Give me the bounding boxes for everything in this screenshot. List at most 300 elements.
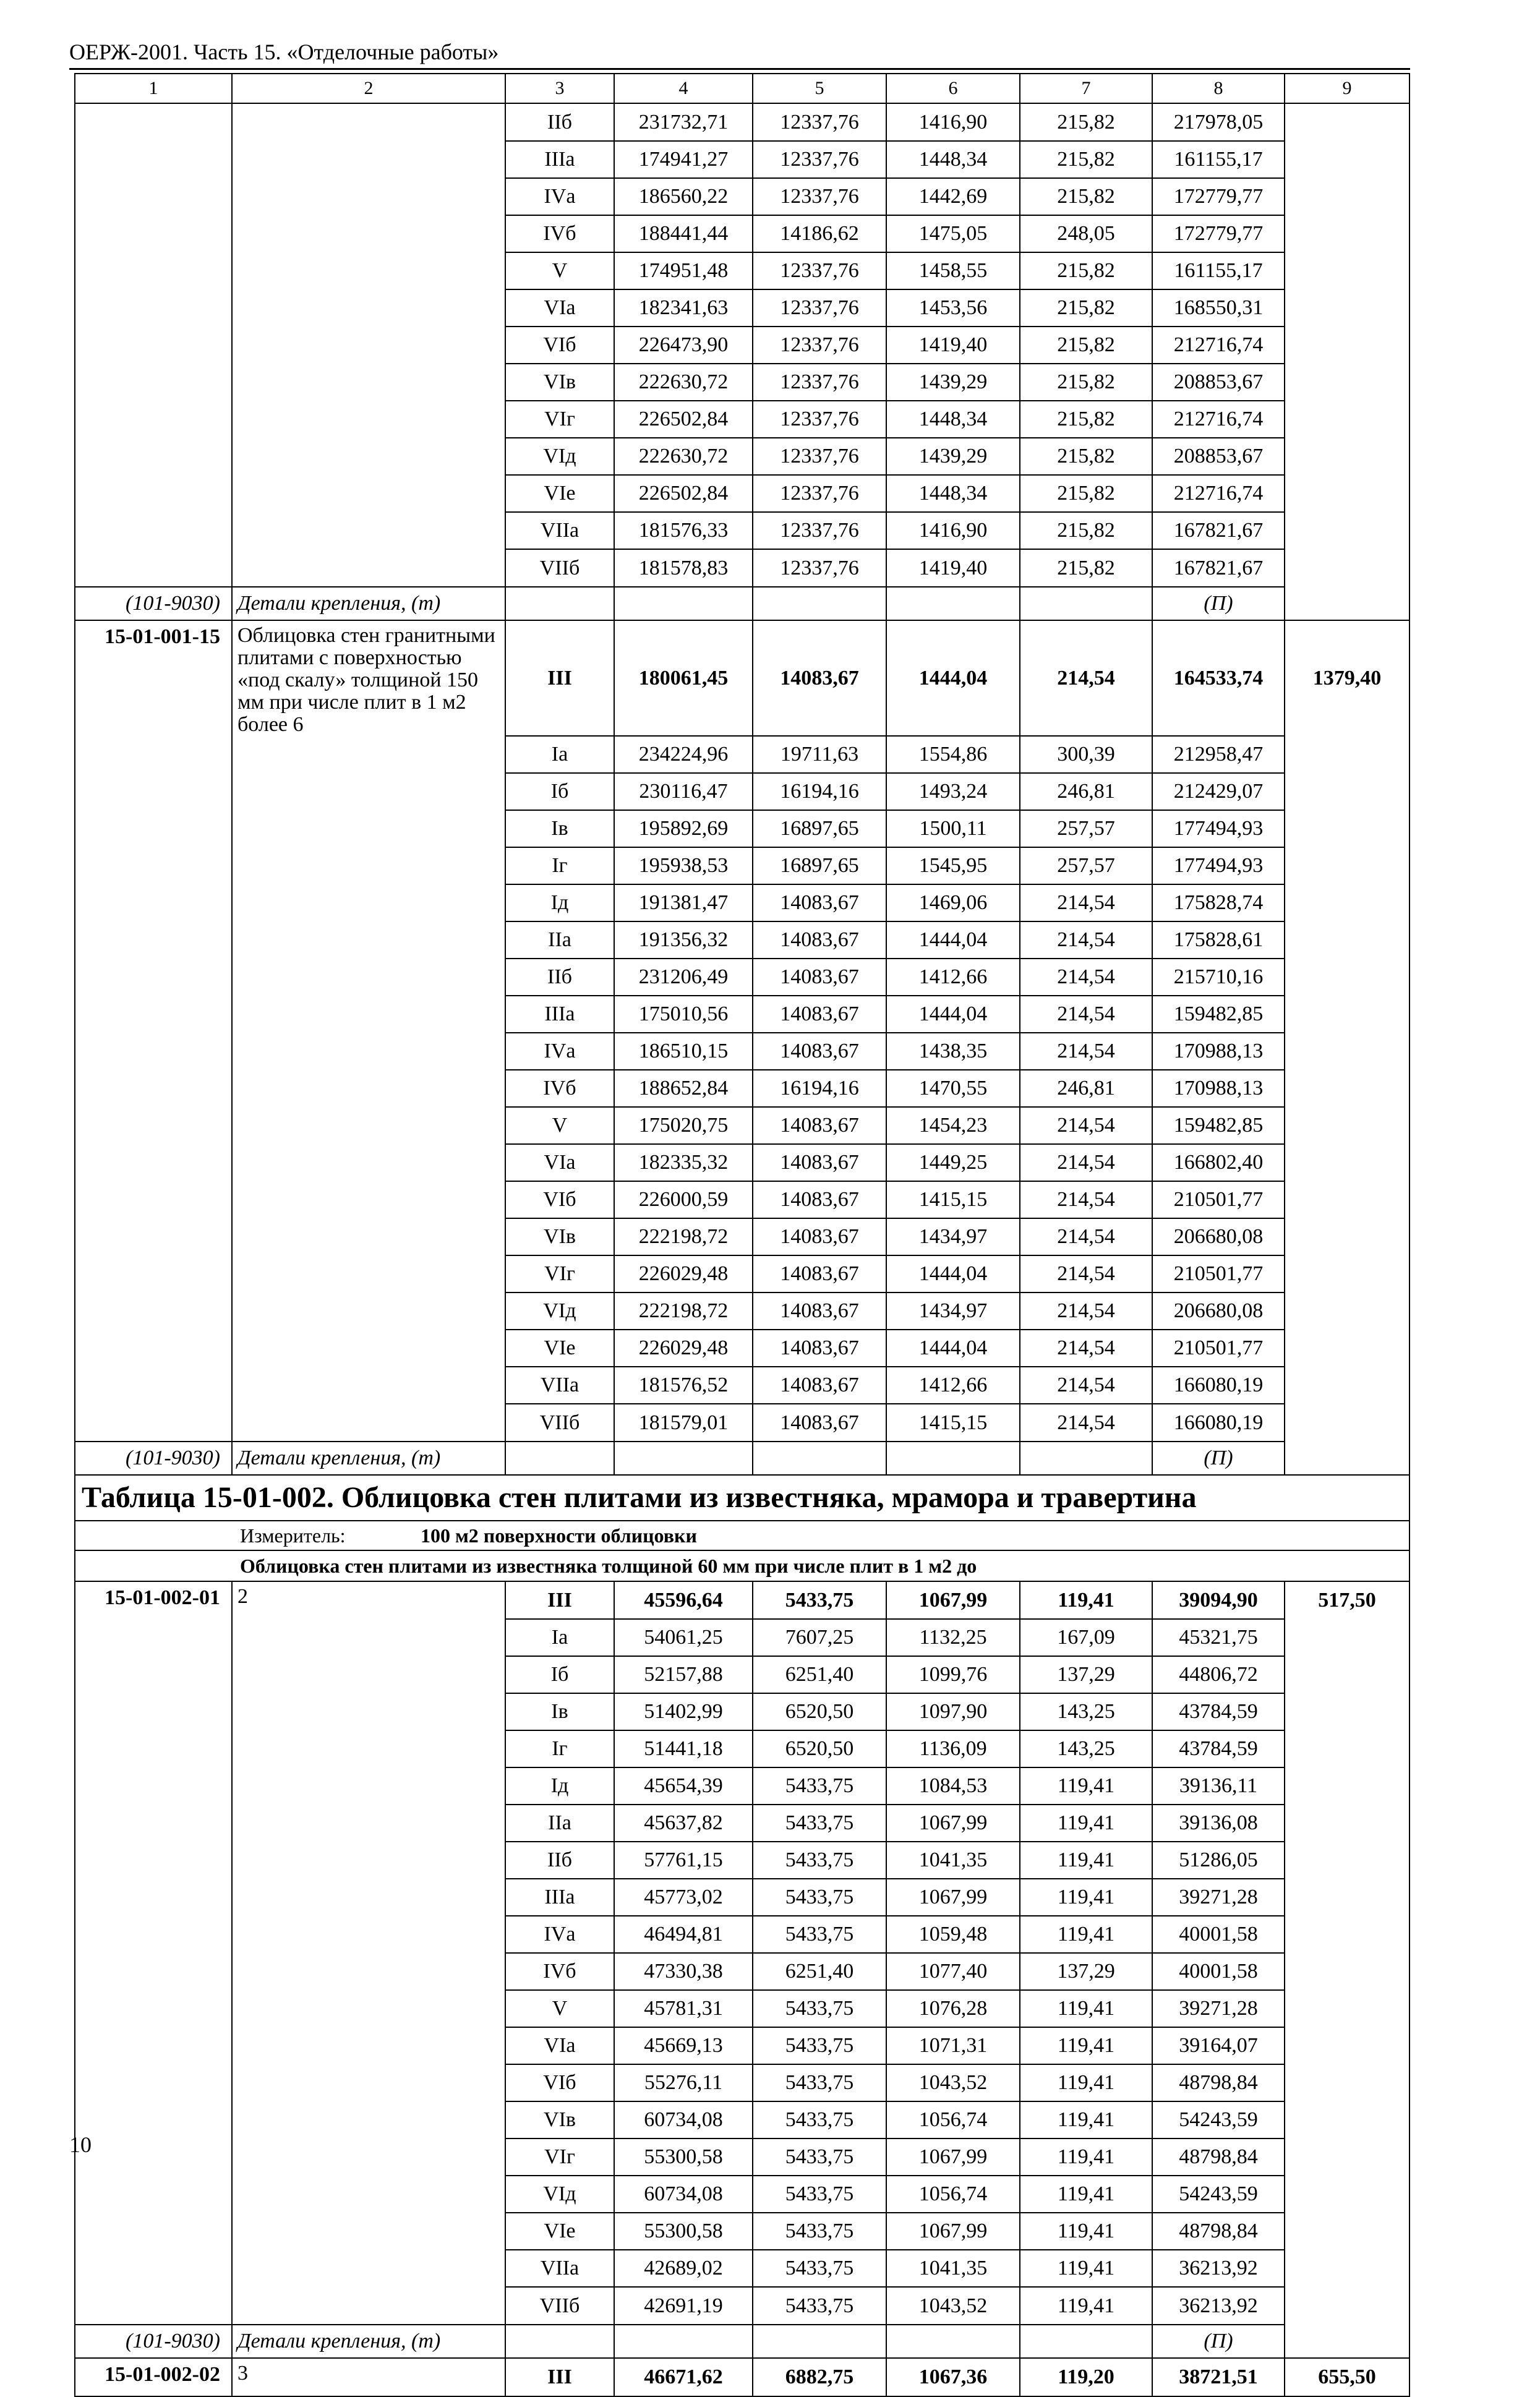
value-cell: 182335,32 (614, 1144, 753, 1181)
value-cell: 159482,85 (1152, 996, 1285, 1033)
value-cell: 119,41 (1020, 2027, 1152, 2064)
table-row (75, 549, 1410, 587)
value-cell: 12337,76 (753, 364, 886, 401)
empty-cell (753, 2325, 886, 2358)
zone-cell: IVа (505, 178, 614, 215)
value-cell: 226029,48 (614, 1330, 753, 1367)
value-cell: 1076,28 (886, 1990, 1020, 2027)
value-cell: 6520,50 (753, 1730, 886, 1767)
col9-empty (1285, 1107, 1410, 1144)
value-cell: 214,54 (1020, 1404, 1152, 1442)
value-cell: 215,82 (1020, 364, 1152, 401)
value-cell: 143,25 (1020, 1730, 1152, 1767)
value-cell: 1077,40 (886, 1953, 1020, 1990)
col9-empty (1285, 884, 1410, 921)
rate-name-empty (232, 2213, 505, 2250)
value-cell: 5433,75 (753, 1990, 886, 2027)
value-cell: 43784,59 (1152, 1693, 1285, 1730)
measure-row (75, 1521, 1410, 1550)
zone-cell: IVб (505, 215, 614, 252)
zone-cell: Iд (505, 884, 614, 921)
rate-code-empty (75, 773, 232, 810)
col9-empty (1285, 141, 1410, 178)
value-cell: 60734,08 (614, 2101, 753, 2138)
value-cell: 1041,35 (886, 1842, 1020, 1879)
rate-name (232, 103, 505, 141)
running-header: ОЕРЖ-2001. Часть 15. «Отделочные работы» (69, 40, 499, 64)
value-cell: 16897,65 (753, 847, 886, 884)
value-cell: 214,54 (1020, 921, 1152, 959)
section-subtitle: Облицовка стен плитами из известняка толщиной 60 мм при числе плит в 1 м2 до (75, 1550, 1410, 1581)
value-cell: 12337,76 (753, 289, 886, 327)
rate-name-empty (232, 401, 505, 438)
table-row (75, 1656, 1410, 1693)
zone-cell: III (505, 2358, 614, 2396)
value-cell: 119,41 (1020, 2213, 1152, 2250)
zone-cell: Iг (505, 847, 614, 884)
value-cell: 226502,84 (614, 475, 753, 512)
col9-empty (1285, 1442, 1410, 1475)
value-cell: 177494,93 (1152, 847, 1285, 884)
value-cell: 181579,01 (614, 1404, 753, 1442)
value-cell: 12337,76 (753, 178, 886, 215)
table-row (75, 1767, 1410, 1805)
value-cell: 191356,32 (614, 921, 753, 959)
rate-code-empty (75, 1144, 232, 1181)
value-cell: 246,81 (1020, 773, 1152, 810)
value-cell: 119,41 (1020, 1916, 1152, 1953)
value-cell: 214,54 (1020, 1144, 1152, 1181)
zone-cell: VIе (505, 1330, 614, 1367)
measure-label: Измеритель: (240, 1524, 346, 1547)
value-cell: 44806,72 (1152, 1656, 1285, 1693)
col9-empty (1285, 2325, 1410, 2358)
zone-cell: IIа (505, 921, 614, 959)
col9-empty (1285, 252, 1410, 289)
value-cell: 1442,69 (886, 178, 1020, 215)
zone-cell: Iа (505, 1619, 614, 1656)
table-row (75, 2213, 1410, 2250)
value-cell: 215,82 (1020, 178, 1152, 215)
value-cell: 1444,04 (886, 1330, 1020, 1367)
value-cell: 36213,92 (1152, 2287, 1285, 2325)
col9-empty (1285, 2250, 1410, 2287)
rate-name-empty (232, 364, 505, 401)
value-cell: 5433,75 (753, 1805, 886, 1842)
table-row (75, 736, 1410, 773)
rate-name-empty (232, 1730, 505, 1767)
rate-name-empty (232, 847, 505, 884)
rate-code-empty (75, 215, 232, 252)
detail-row (75, 1442, 1410, 1475)
rate-name-empty (232, 141, 505, 178)
rate-name-empty (232, 512, 505, 549)
zone-cell: IIб (505, 959, 614, 996)
col9-empty (1285, 996, 1410, 1033)
zone-cell: VIIб (505, 549, 614, 587)
col9-empty (1285, 327, 1410, 364)
zone-cell: Iб (505, 1656, 614, 1693)
value-cell: 60734,08 (614, 2176, 753, 2213)
detail-name: Детали крепления, (т) (232, 1442, 505, 1475)
value-cell: 206680,08 (1152, 1218, 1285, 1255)
value-cell: 5433,75 (753, 1767, 886, 1805)
rate-code-empty (75, 1181, 232, 1218)
col9-empty (1285, 364, 1410, 401)
detail-col8: (П) (1152, 2325, 1285, 2358)
empty-cell (505, 2325, 614, 2358)
rate-name: 2 (232, 1581, 505, 1619)
col9-empty (1285, 475, 1410, 512)
value-cell: 257,57 (1020, 810, 1152, 847)
value-cell: 1434,97 (886, 1218, 1020, 1255)
col9-empty (1285, 1990, 1410, 2027)
zone-cell: VIв (505, 364, 614, 401)
rate-code-empty (75, 736, 232, 773)
value-cell: 14083,67 (753, 1292, 886, 1330)
zone-cell: VIг (505, 1255, 614, 1292)
zone-cell: VIд (505, 2176, 614, 2213)
table-row (75, 884, 1410, 921)
col9-empty (1285, 2138, 1410, 2176)
rate-code-empty (75, 1404, 232, 1442)
rate-code-empty (75, 921, 232, 959)
value-cell: 167821,67 (1152, 549, 1285, 587)
value-cell: 51286,05 (1152, 1842, 1285, 1879)
rate-code-empty (75, 1842, 232, 1879)
value-cell: 217978,05 (1152, 103, 1285, 141)
table-row (75, 1070, 1410, 1107)
value-cell: 7607,25 (753, 1619, 886, 1656)
zone-cell: IIIа (505, 996, 614, 1033)
zone-cell: IVб (505, 1070, 614, 1107)
value-cell: 177494,93 (1152, 810, 1285, 847)
detail-row (75, 587, 1410, 620)
value-cell: 1132,25 (886, 1619, 1020, 1656)
col9-empty (1285, 215, 1410, 252)
value-cell: 186560,22 (614, 178, 753, 215)
table-row (75, 1330, 1410, 1367)
detail-name: Детали крепления, (т) (232, 587, 505, 620)
value-cell: 175010,56 (614, 996, 753, 1033)
table-row (75, 475, 1410, 512)
table-row (75, 364, 1410, 401)
value-cell: 55300,58 (614, 2138, 753, 2176)
empty-cell (614, 587, 753, 620)
value-cell: 5433,75 (753, 2176, 886, 2213)
rate-name-empty (232, 959, 505, 996)
rate-name-empty (232, 2027, 505, 2064)
rate-code-empty (75, 1070, 232, 1107)
col9-empty (1285, 549, 1410, 587)
value-cell: 5433,75 (753, 2213, 886, 2250)
zone-cell: V (505, 1107, 614, 1144)
value-cell: 180061,45 (614, 620, 753, 736)
value-cell: 182341,63 (614, 289, 753, 327)
value-cell: 210501,77 (1152, 1181, 1285, 1218)
value-cell: 166080,19 (1152, 1404, 1285, 1442)
value-cell: 45321,75 (1152, 1619, 1285, 1656)
value-cell: 1444,04 (886, 996, 1020, 1033)
value-cell: 54061,25 (614, 1619, 753, 1656)
value-cell: 1067,99 (886, 2213, 1020, 2250)
rate-col9-value: 517,50 (1285, 1581, 1410, 1619)
value-cell: 166080,19 (1152, 1367, 1285, 1404)
col9-empty (1285, 401, 1410, 438)
table-row (75, 847, 1410, 884)
col9-empty (1285, 1404, 1410, 1442)
value-cell: 51441,18 (614, 1730, 753, 1767)
zone-cell: VIб (505, 327, 614, 364)
value-cell: 119,41 (1020, 2250, 1152, 2287)
rate-name-empty (232, 1767, 505, 1805)
rate-name-empty (232, 773, 505, 810)
table-row (75, 327, 1410, 364)
empty-cell (1020, 1442, 1152, 1475)
value-cell: 214,54 (1020, 996, 1152, 1033)
detail-row (75, 2325, 1410, 2358)
col9-empty (1285, 1656, 1410, 1693)
value-cell: 12337,76 (753, 549, 886, 587)
value-cell: 14083,67 (753, 959, 886, 996)
table-row (75, 141, 1410, 178)
rate-code-empty (75, 2027, 232, 2064)
zone-cell: VIа (505, 2027, 614, 2064)
value-cell: 1419,40 (886, 327, 1020, 364)
value-cell: 230116,47 (614, 773, 753, 810)
rate-col9-value: 1379,40 (1285, 620, 1410, 736)
zone-cell: V (505, 1990, 614, 2027)
value-cell: 215,82 (1020, 141, 1152, 178)
table-row (75, 1805, 1410, 1842)
table-row (75, 810, 1410, 847)
value-cell: 1416,90 (886, 512, 1020, 549)
value-cell: 208853,67 (1152, 438, 1285, 475)
table-row (75, 178, 1410, 215)
column-number-header: 9 (1285, 74, 1410, 103)
table-row (75, 1144, 1410, 1181)
value-cell: 234224,96 (614, 736, 753, 773)
subtitle-row (75, 1550, 1410, 1581)
rate-name-empty (232, 1916, 505, 1953)
value-cell: 206680,08 (1152, 1292, 1285, 1330)
detail-col8: (П) (1152, 587, 1285, 620)
value-cell: 40001,58 (1152, 1916, 1285, 1953)
table-row (75, 103, 1410, 141)
value-cell: 119,41 (1020, 2176, 1152, 2213)
value-cell: 226029,48 (614, 1255, 753, 1292)
zone-cell: IVа (505, 1033, 614, 1070)
value-cell: 188441,44 (614, 215, 753, 252)
col9-empty (1285, 921, 1410, 959)
value-cell: 215,82 (1020, 401, 1152, 438)
col9-empty (1285, 1033, 1410, 1070)
value-cell: 1412,66 (886, 959, 1020, 996)
value-cell: 1419,40 (886, 549, 1020, 587)
rate-name-empty (232, 215, 505, 252)
value-cell: 45669,13 (614, 2027, 753, 2064)
value-cell: 55276,11 (614, 2064, 753, 2101)
rate-name-empty (232, 1330, 505, 1367)
empty-cell (614, 2325, 753, 2358)
detail-col8: (П) (1152, 1442, 1285, 1475)
zone-cell: Iб (505, 773, 614, 810)
table-row (75, 1107, 1410, 1144)
value-cell: 5433,75 (753, 1879, 886, 1916)
value-cell: 215710,16 (1152, 959, 1285, 996)
rate-code-empty (75, 2101, 232, 2138)
value-cell: 119,41 (1020, 1805, 1152, 1842)
col9-empty (1285, 1330, 1410, 1367)
detail-code: (101-9030) (75, 2325, 232, 2358)
value-cell: 137,29 (1020, 1953, 1152, 1990)
col9-empty (1285, 847, 1410, 884)
zone-cell: VIIа (505, 512, 614, 549)
value-cell: 6520,50 (753, 1693, 886, 1730)
table-row (75, 1292, 1410, 1330)
table-row (75, 921, 1410, 959)
rate-code-empty (75, 1107, 232, 1144)
rate-code-empty (75, 178, 232, 215)
value-cell: 212958,47 (1152, 736, 1285, 773)
value-cell: 215,82 (1020, 289, 1152, 327)
value-cell: 1454,23 (886, 1107, 1020, 1144)
value-cell: 222630,72 (614, 364, 753, 401)
value-cell: 1444,04 (886, 620, 1020, 736)
rate-name-empty (232, 1070, 505, 1107)
value-cell: 172779,77 (1152, 178, 1285, 215)
rate-name-empty (232, 252, 505, 289)
table-row (75, 2138, 1410, 2176)
rate-name-empty (232, 178, 505, 215)
col9-empty (1285, 1767, 1410, 1805)
value-cell: 5433,75 (753, 1581, 886, 1619)
table-row (75, 289, 1410, 327)
zone-cell: IIIа (505, 1879, 614, 1916)
value-cell: 215,82 (1020, 475, 1152, 512)
value-cell: 1448,34 (886, 475, 1020, 512)
value-cell: 1067,99 (886, 1805, 1020, 1842)
value-cell: 257,57 (1020, 847, 1152, 884)
value-cell: 214,54 (1020, 1033, 1152, 1070)
value-cell: 6251,40 (753, 1953, 886, 1990)
table-row (75, 1181, 1410, 1218)
value-cell: 1453,56 (886, 289, 1020, 327)
table-row (75, 1730, 1410, 1767)
rate-code-empty (75, 438, 232, 475)
table-row (75, 438, 1410, 475)
value-cell: 212429,07 (1152, 773, 1285, 810)
value-cell: 14186,62 (753, 215, 886, 252)
value-cell: 1416,90 (886, 103, 1020, 141)
value-cell: 1071,31 (886, 2027, 1020, 2064)
col9-empty (1285, 1619, 1410, 1656)
column-number-header: 1 (75, 74, 232, 103)
value-cell: 226000,59 (614, 1181, 753, 1218)
value-cell: 46494,81 (614, 1916, 753, 1953)
value-cell: 222198,72 (614, 1292, 753, 1330)
value-cell: 212716,74 (1152, 475, 1285, 512)
value-cell: 215,82 (1020, 252, 1152, 289)
rate-code-empty (75, 2213, 232, 2250)
value-cell: 42689,02 (614, 2250, 753, 2287)
value-cell: 119,41 (1020, 1990, 1152, 2027)
table-row (75, 1033, 1410, 1070)
value-cell: 170988,13 (1152, 1033, 1285, 1070)
rate-code-empty (75, 1916, 232, 1953)
value-cell: 174941,27 (614, 141, 753, 178)
table-row (75, 1916, 1410, 1953)
empty-cell (886, 1442, 1020, 1475)
rate-code: 15-01-002-02 (75, 2358, 232, 2396)
value-cell: 195938,53 (614, 847, 753, 884)
table-row (75, 1619, 1410, 1656)
table-row (75, 1367, 1410, 1404)
rate-code-empty (75, 884, 232, 921)
value-cell: 214,54 (1020, 1367, 1152, 1404)
value-cell: 5433,75 (753, 2027, 886, 2064)
value-cell: 1449,25 (886, 1144, 1020, 1181)
value-cell: 231732,71 (614, 103, 753, 141)
zone-cell: Iв (505, 1693, 614, 1730)
zone-cell: IVа (505, 1916, 614, 1953)
value-cell: 1434,97 (886, 1292, 1020, 1330)
value-cell: 39271,28 (1152, 1990, 1285, 2027)
value-cell: 119,41 (1020, 2101, 1152, 2138)
value-cell: 42691,19 (614, 2287, 753, 2325)
value-cell: 48798,84 (1152, 2064, 1285, 2101)
zone-cell: VIIа (505, 2250, 614, 2287)
rates-table (74, 73, 1409, 2397)
value-cell: 212716,74 (1152, 401, 1285, 438)
value-cell: 119,41 (1020, 1842, 1152, 1879)
zone-cell: VIд (505, 438, 614, 475)
header-rule (69, 68, 1410, 70)
value-cell: 19711,63 (753, 736, 886, 773)
rate-code-empty (75, 252, 232, 289)
value-cell: 16194,16 (753, 1070, 886, 1107)
value-cell: 1458,55 (886, 252, 1020, 289)
value-cell: 1475,05 (886, 215, 1020, 252)
value-cell: 16194,16 (753, 773, 886, 810)
value-cell: 119,41 (1020, 2064, 1152, 2101)
table-row (75, 2064, 1410, 2101)
value-cell: 119,41 (1020, 1767, 1152, 1805)
rate-name-empty (232, 1255, 505, 1292)
value-cell: 167,09 (1020, 1619, 1152, 1656)
rate-name-empty (232, 475, 505, 512)
value-cell: 181576,33 (614, 512, 753, 549)
zone-cell: IIа (505, 1805, 614, 1842)
zone-cell: VIа (505, 289, 614, 327)
rate-code-empty (75, 1292, 232, 1330)
empty-cell (753, 1442, 886, 1475)
value-cell: 231206,49 (614, 959, 753, 996)
value-cell: 208853,67 (1152, 364, 1285, 401)
value-cell: 14083,67 (753, 1255, 886, 1292)
value-cell: 1444,04 (886, 1255, 1020, 1292)
value-cell: 12337,76 (753, 438, 886, 475)
rate-name-empty (232, 1842, 505, 1879)
empty-cell (1020, 2325, 1152, 2358)
col9-empty (1285, 1144, 1410, 1181)
measure-cell (75, 1521, 1410, 1550)
value-cell: 214,54 (1020, 1107, 1152, 1144)
rate-name-empty (232, 1693, 505, 1730)
value-cell: 5433,75 (753, 2250, 886, 2287)
value-cell: 175828,74 (1152, 884, 1285, 921)
zone-cell: VIIб (505, 1404, 614, 1442)
